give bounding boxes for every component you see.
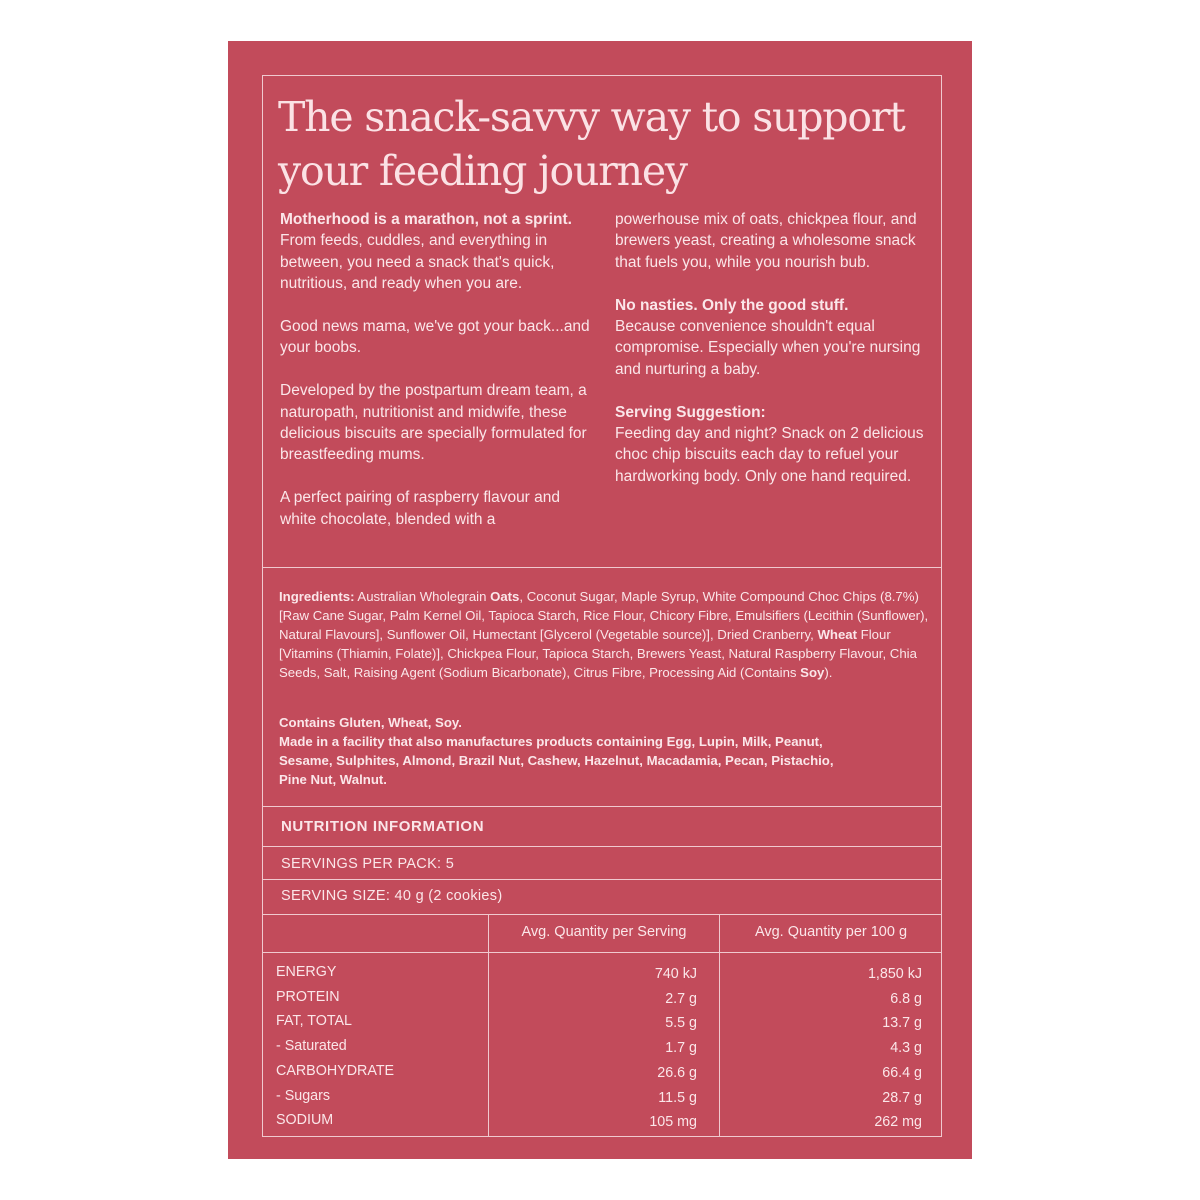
divider-nutrition: [262, 806, 942, 807]
divider-ingredients: [262, 567, 942, 568]
intro-lead: Motherhood is a marathon, not a sprint.: [280, 211, 572, 228]
ingredients-text: Flour [Vitamins (Thiamin, Folate)], Chickpea Flour, Tapioca Starch, Brewers Yeast, Natural Raspberry Flavour, Chia Seeds, Salt, Raising Agent (Sodium Bicarbonate), Citrus Fibre, Processing Aid (Contains: [279, 627, 917, 680]
nutrient-value-per-serving: 5.5 g: [665, 1015, 697, 1032]
nutrient-value-per-serving: 105 mg: [649, 1114, 697, 1131]
intro-paragraph-1: [280, 209, 600, 295]
ingredients-text: ).: [824, 665, 833, 680]
per-serving-values: [489, 962, 697, 1135]
nutrient-label: - Sugars: [276, 1087, 331, 1104]
column-header-per-serving: Avg. Quantity per Serving: [521, 924, 687, 940]
nutrient-value-per-serving: 11.5 g: [658, 1089, 697, 1106]
nutrient-label: CARBOHYDRATE: [276, 1062, 395, 1079]
allergen-facility: Made in a facility that also manufactures products containing Egg, Lupin, Milk, Peanut, Sesame, Sulphites, Almond, Brazil Nut, Cashew, Hazelnut, Macadamia, Pecan, Pistachio, Pine Nut, Walnut.: [279, 734, 834, 787]
nutrient-value-per-100g: 13.7 g: [882, 1015, 922, 1032]
intro-paragraph-3: Developed by the postpartum dream team, a naturopath, nutritionist and midwife, these delicious biscuits are specially formulated for breastfeeding mums.: [280, 382, 587, 464]
column-header-per-100g: Avg. Quantity per 100 g: [754, 924, 908, 940]
headline: The snack-savvy way to support your feeding journey: [278, 93, 905, 195]
nutrient-value-per-serving: 1.7 g: [665, 1040, 697, 1057]
nutrient-value-per-100g: 28.7 g: [882, 1089, 922, 1106]
servings-per-pack: SERVINGS PER PACK: 5: [281, 856, 455, 872]
serving-suggestion-text: Feeding day and night? Snack on 2 delicious choc chip biscuits each day to refuel your hardworking body. Only one hand required.: [615, 425, 924, 485]
intro-paragraph-2: Good news mama, we've got your back...and your boobs.: [280, 318, 590, 357]
no-nasties-text: Because convenience shouldn't equal compromise. Especially when you're nursing and nurturing a baby.: [615, 318, 921, 378]
nutrient-label: SODIUM: [276, 1112, 334, 1129]
ingredients-text: , Coconut Sugar, Maple Syrup, White Compound Choc Chips (8.7%) [Raw Cane Sugar, Palm Kernel Oil, Tapioca Starch, Rice Flour, Chicory Fibre, Emulsifiers (Lecithin (Sunflower), Natural Flavours], Sunflower Oil, Humectant [Glycerol (Vegetable source)], Dried Cranberry,: [279, 589, 929, 642]
nutrient-value-per-100g: 1,850 kJ: [867, 966, 922, 982]
nutrient-value-per-100g: 4.3 g: [890, 1040, 922, 1057]
intro-text: From feeds, cuddles, and everything in between, you need a snack that's quick, nutritious, and ready when you are.: [280, 232, 555, 293]
per-100g-values: [720, 962, 922, 1135]
allergen-contains: Contains Gluten, Wheat, Soy.: [279, 715, 462, 730]
nutrient-value-per-serving: 26.6 g: [657, 1064, 697, 1081]
nutrient-value-per-100g: 66.4 g: [882, 1064, 922, 1081]
nutrient-labels: [276, 960, 394, 1133]
ingredients-label: Ingredients:: [279, 589, 355, 604]
divider-table-body: [262, 952, 942, 953]
intro-paragraph-5: powerhouse mix of oats, chickpea flour, and brewers yeast, creating a wholesome snack that fuels you, while you nourish bub.: [615, 211, 917, 271]
ingredient-highlight: Oats: [490, 589, 520, 604]
intro-right-column: [615, 209, 925, 509]
nutrition-title: NUTRITION INFORMATION: [281, 818, 485, 835]
serving-size: SERVING SIZE: 40 g (2 cookies): [281, 888, 503, 904]
divider-table-header: [262, 914, 942, 915]
intro-left-column: [280, 209, 600, 551]
nutrient-label: - Saturated: [276, 1038, 347, 1055]
nutrient-label: FAT, TOTAL: [276, 1013, 353, 1030]
serving-suggestion-heading: Serving Suggestion:: [615, 403, 766, 421]
nutrient-value-per-100g: 6.8 g: [890, 990, 922, 1007]
ingredients-list: [279, 587, 929, 682]
divider-serving-size: [262, 879, 942, 880]
nutrient-value-per-serving: 2.7 g: [665, 990, 697, 1007]
ingredients-text: Australian Wholegrain: [354, 589, 491, 604]
no-nasties-paragraph: [615, 295, 925, 381]
allergen-statement: [279, 713, 929, 789]
nutrient-value-per-100g: 262 mg: [874, 1114, 922, 1131]
serving-suggestion-paragraph: [615, 402, 925, 488]
intro-paragraph-4: A perfect pairing of raspberry flavour and white chocolate, blended with a: [280, 489, 561, 528]
nutrient-label: PROTEIN: [276, 988, 340, 1005]
divider-servings: [262, 846, 942, 847]
nutrient-value-per-serving: 740 kJ: [654, 966, 697, 982]
ingredient-highlight: Soy: [800, 665, 825, 680]
no-nasties-heading: No nasties. Only the good stuff.: [615, 296, 849, 314]
ingredient-highlight: Wheat: [817, 627, 858, 642]
nutrient-label: ENERGY: [276, 964, 337, 980]
